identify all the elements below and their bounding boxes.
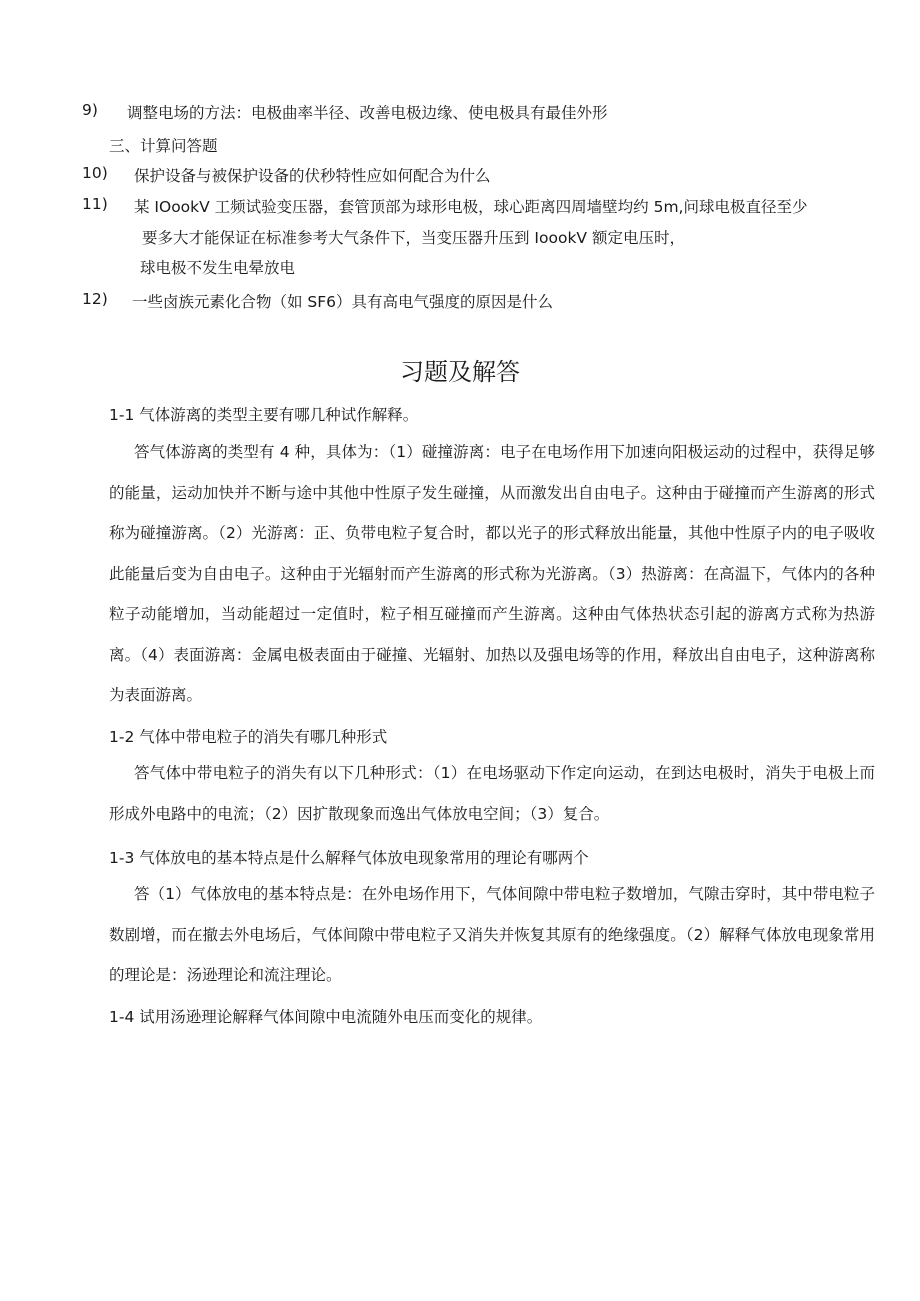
question-1-3: 1-3 气体放电的基本特点是什么解释气体放电现象常用的理论有哪两个 <box>109 849 589 867</box>
item-number: 11) <box>82 195 108 213</box>
question-1-4: 1-4 试用汤逊理论解释气体间隙中电流随外电压而变化的规律。 <box>109 1008 543 1026</box>
item-text-line3: 球电极不发生电晕放电 <box>140 259 296 277</box>
item-number: 12) <box>82 290 108 308</box>
question-1-1: 1-1 气体游离的类型主要有哪几种试作解释。 <box>109 406 419 424</box>
answer-1-2: 答气体中带电粒子的消失有以下几种形式：（1）在电场驱动下作定向运动，在到达电极时，消失于电极上而形成外电路中的电流；（2）因扩散现象而逸出气体放电空间；（3）复合。 <box>109 764 875 823</box>
item-text-line1: 某 IOookV 工频试验变压器，套管顶部为球形电极，球心距离四周墙壁均约 5m,问球电极直径至少 <box>134 198 808 216</box>
item-text-line2: 要多大才能保证在标准参考大气条件下，当变压器升压到 IoookV 额定电压时， <box>142 229 685 247</box>
question-1-2: 1-2 气体中带电粒子的消失有哪几种形式 <box>109 728 388 746</box>
item-text: 调整电场的方法：电极曲率半径、改善电极边缘、使电极具有最佳外形 <box>127 104 608 122</box>
item-text: 保护设备与被保护设备的伏秒特性应如何配合为什么 <box>134 167 491 185</box>
item-text: 一些卤族元素化合物（如 SF6）具有高电气强度的原因是什么 <box>132 293 554 311</box>
section-title: 习题及解答 <box>400 358 520 386</box>
answer-1-3: 答（1）气体放电的基本特点是：在外电场作用下，气体间隙中带电粒子数增加，气隙击穿时，其中带电粒子数剧增，而在撤去外电场后，气体间隙中带电粒子又消失并恢复其原有的绝缘强度。（2）解释气体放电现象常用的理论是：汤逊理论和流注理论。 <box>109 885 875 984</box>
item-number: 9) <box>82 101 98 119</box>
section-heading-calc: 三、计算问答题 <box>109 137 218 155</box>
answer-1-1: 答气体游离的类型有 4 种，具体为：（1）碰撞游离：电子在电场作用下加速向阳极运动的过程中，获得足够的能量，运动加快并不断与途中其他中性原子发生碰撞，从而激发出自由电子。这种由于碰撞而产生游离的形式称为碰撞游离。（2）光游离：正、负带电粒子复合时，都以光子的形式释放出能量，其他中性原子内的电子吸收此能量后变为自由电子。这种由于光辐射而产生游离的形式称为光游离。（3）热游离：在高温下，气体内的各种粒子动能增加，当动能超过一定值时，粒子相互碰撞而产生游离。这种由气体热状态引起的游离方式称为热游离。（4）表面游离：金属电极表面由于碰撞、光辐射、加热以及强电场等的作用，释放出自由电子，这种游离称为表面游离。 <box>109 443 875 704</box>
item-number: 10) <box>82 164 108 182</box>
